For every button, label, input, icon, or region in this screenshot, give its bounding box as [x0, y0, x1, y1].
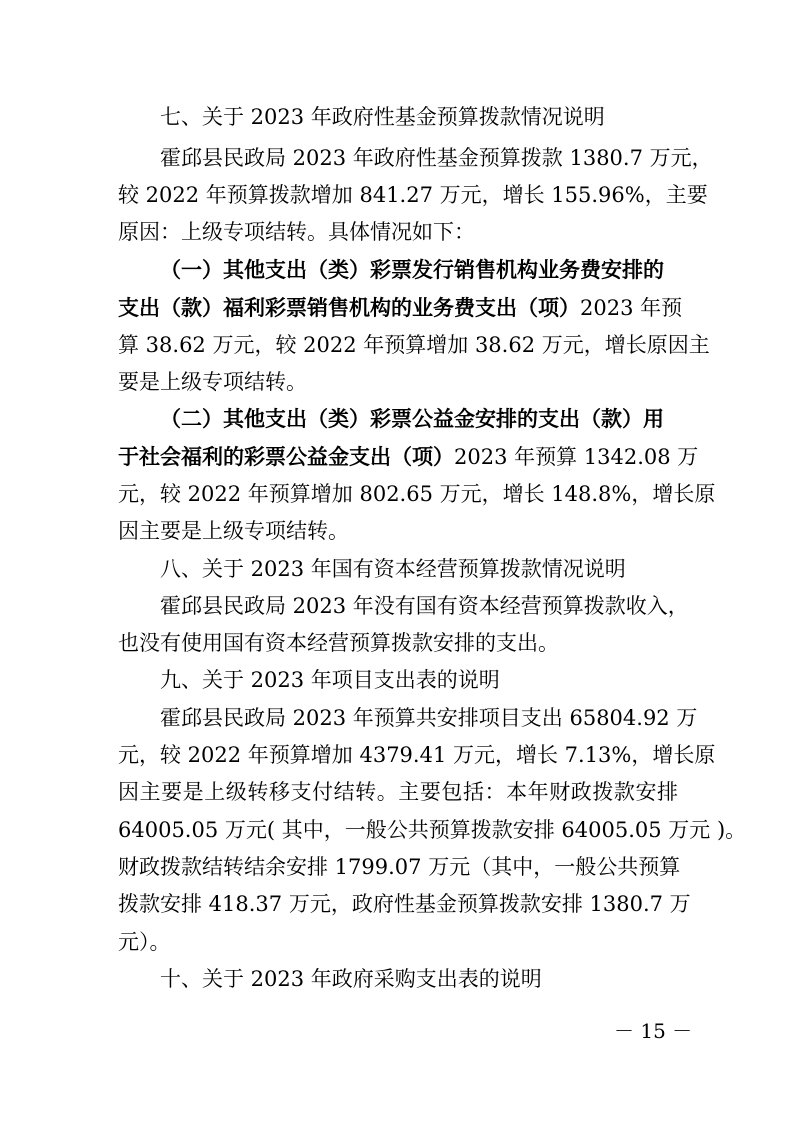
section-9-paragraph-line-6: 拨款安排 418.37 万元，政府性基金预算拨款安排 1380.7 万	[118, 892, 691, 916]
item-2-text-line-1: 元，较 2022 年预算增加 802.65 万元，增长 148.8%，增长原	[118, 482, 716, 506]
section-7-paragraph-line-1: 霍邱县民政局 2023 年政府性基金预算拨款 1380.7 万元，	[160, 146, 713, 170]
item-1-title-line-1: （一）其他支出（类）彩票发行销售机构业务费安排的	[160, 257, 664, 282]
item-1-title-bold: 支出（款）福利彩票销售机构的业务费支出（项）	[118, 295, 580, 320]
item-1-text-line-1: 算 38.62 万元，较 2022 年预算增加 38.62 万元，增长原因主	[118, 333, 710, 357]
item-2-text-start: 2023 年预算 1342.08 万	[454, 445, 699, 469]
item-2-title-line-1: （二）其他支出（类）彩票公益金安排的支出（款）用	[160, 406, 664, 431]
section-9-heading: 九、关于 2023 年项目支出表的说明	[160, 668, 500, 692]
page-number: － 15 －	[614, 1019, 693, 1043]
item-1-title-line-2	[118, 293, 683, 323]
section-9-paragraph-line-5: 财政拨款结转结余安排 1799.07 万元（其中，一般公共预算	[118, 855, 681, 879]
item-1-text-start: 2023 年预	[580, 296, 683, 320]
section-9-paragraph-line-1: 霍邱县民政局 2023 年预算共安排项目支出 65804.92 万	[160, 706, 698, 730]
item-2-title-bold: 于社会福利的彩票公益金支出（项）	[118, 444, 454, 469]
section-8-paragraph-line-2: 也没有使用国有资本经营预算拨款安排的支出。	[118, 631, 559, 655]
section-9-paragraph-line-2: 元，较 2022 年预算增加 4379.41 万元，增长 7.13%，增长原	[118, 743, 716, 767]
section-7-paragraph-line-3: 原因：上级专项结转。具体情况如下：	[118, 220, 475, 244]
section-7-heading: 七、关于 2023 年政府性基金预算拨款情况说明	[160, 105, 605, 129]
item-2-text-line-2: 因主要是上级专项结转。	[118, 519, 349, 543]
section-7-paragraph-line-2: 较 2022 年预算拨款增加 841.27 万元，增长 155.96%，主要	[118, 183, 708, 207]
section-9-paragraph-line-4: 64005.05 万元( 其中，一般公共预算拨款安排 64005.05 万元 )。	[118, 818, 747, 842]
section-10-heading: 十、关于 2023 年政府采购支出表的说明	[160, 967, 542, 991]
item-2-title-line-2	[118, 442, 699, 472]
section-8-paragraph-line-1: 霍邱县民政局 2023 年没有国有资本经营预算拨款收入，	[160, 594, 689, 618]
item-1-text-line-2: 要是上级专项结转。	[118, 370, 307, 394]
section-8-heading: 八、关于 2023 年国有资本经营预算拨款情况说明	[160, 557, 626, 581]
section-9-paragraph-line-7: 元）。	[118, 930, 171, 954]
section-9-paragraph-line-3: 因主要是上级转移支付结转。主要包括：本年财政拨款安排	[118, 780, 678, 804]
